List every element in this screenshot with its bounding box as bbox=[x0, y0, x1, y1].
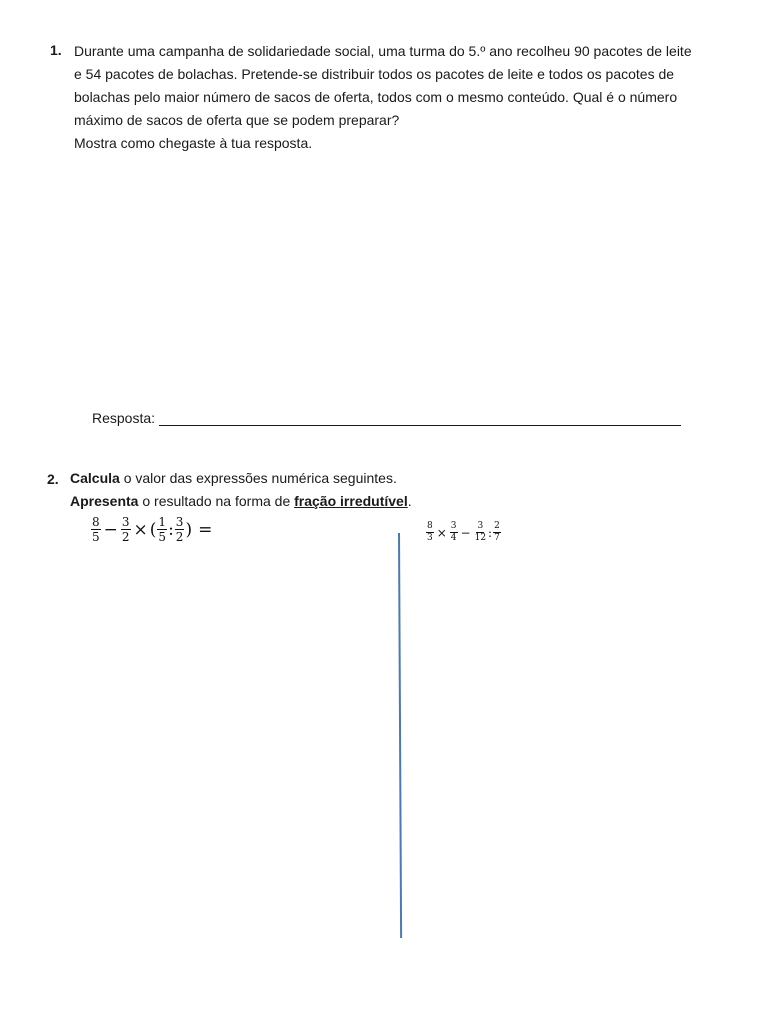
question-1-line: Durante uma campanha de solidariedade social, uma turma do 5.º ano recolheu 90 pacotes de leite bbox=[74, 43, 692, 59]
question-1-instruction: Mostra como chegaste à tua resposta. bbox=[74, 135, 313, 151]
denominator: 3 bbox=[427, 533, 433, 543]
divide-operator: : bbox=[488, 525, 493, 540]
divide-operator: : bbox=[168, 519, 174, 540]
equals-sign: = bbox=[198, 519, 213, 540]
fraction bbox=[157, 516, 167, 543]
answer-blank[interactable] bbox=[159, 425, 681, 426]
numerator: 3 bbox=[477, 521, 484, 531]
denominator: 4 bbox=[450, 533, 457, 543]
fracao-irredutivel-emphasis: fração irredutível bbox=[294, 493, 408, 509]
fraction bbox=[450, 522, 458, 543]
numerator: 2 bbox=[494, 521, 500, 531]
expression-1 bbox=[90, 516, 214, 543]
open-parenthesis: ( bbox=[149, 519, 157, 540]
question-1-line: e 54 pacotes de bolachas. Pretende-se distribuir todos os pacotes de leite e todos os pacotes de bbox=[74, 66, 675, 82]
question-2-instruction-1 bbox=[70, 470, 397, 486]
minus-operator: − bbox=[103, 519, 118, 540]
denominator: 5 bbox=[158, 530, 167, 544]
close-parenthesis: ) bbox=[185, 519, 193, 540]
instruction-period: . bbox=[407, 493, 412, 509]
numerator: 3 bbox=[450, 521, 457, 531]
numerator: 8 bbox=[92, 515, 100, 529]
question-1-line: máximo de sacos de oferta que se podem preparar? bbox=[74, 112, 400, 128]
answer-line bbox=[92, 410, 681, 426]
minus-operator: − bbox=[460, 525, 471, 540]
question-2-instruction-2 bbox=[70, 493, 412, 509]
denominator: 2 bbox=[121, 530, 130, 544]
column-divider bbox=[398, 533, 402, 938]
question-2-number: 2. bbox=[47, 471, 59, 487]
denominator: 5 bbox=[92, 530, 100, 544]
fraction bbox=[175, 516, 185, 543]
denominator: 12 bbox=[474, 533, 487, 543]
numerator: 1 bbox=[158, 515, 167, 529]
instruction-text: o resultado na forma de bbox=[138, 493, 295, 509]
fraction bbox=[474, 522, 487, 543]
times-operator: × bbox=[436, 525, 447, 540]
question-1-number: 1. bbox=[50, 42, 62, 58]
expression-2 bbox=[425, 522, 502, 543]
numerator: 3 bbox=[121, 515, 130, 529]
fraction bbox=[121, 516, 131, 543]
apresenta-bold: Apresenta bbox=[70, 493, 139, 509]
numerator: 8 bbox=[427, 521, 433, 531]
denominator: 2 bbox=[175, 530, 184, 544]
question-1-line: bolachas pelo maior número de sacos de oferta, todos com o mesmo conteúdo. Qual é o número bbox=[74, 89, 678, 105]
calcula-bold: Calcula bbox=[70, 470, 120, 486]
question-1-text bbox=[74, 40, 724, 155]
fraction bbox=[493, 522, 501, 543]
times-operator: × bbox=[133, 519, 148, 540]
numerator: 3 bbox=[175, 515, 184, 529]
instruction-text: o valor das expressões numérica seguintes. bbox=[119, 470, 397, 486]
fraction bbox=[426, 522, 434, 543]
denominator: 7 bbox=[494, 533, 500, 543]
fraction bbox=[91, 516, 101, 543]
answer-label: Resposta: bbox=[92, 410, 156, 426]
